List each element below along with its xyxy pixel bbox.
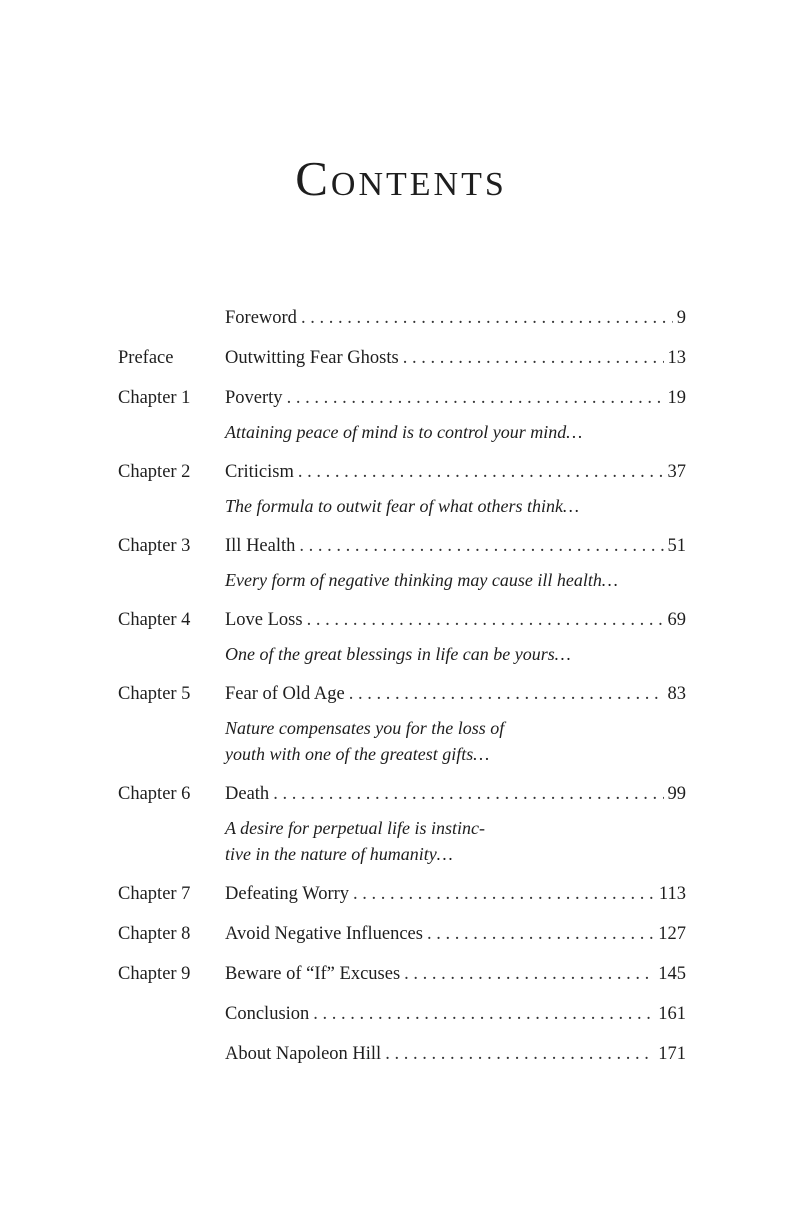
entry-title: Foreword [225, 308, 297, 328]
entry-title: Criticism [225, 462, 294, 482]
dot-leader [349, 681, 664, 707]
chapter-label: Chapter 7 [118, 884, 191, 904]
dot-leader [353, 881, 655, 907]
dot-leader [403, 345, 664, 371]
dot-leader [404, 961, 654, 987]
entry-title: Fear of Old Age [225, 684, 345, 704]
page-number: 161 [658, 1004, 686, 1024]
table-of-contents [118, 305, 686, 1067]
page-number: 13 [667, 348, 686, 368]
toc-entry-chapter-1[interactable] [118, 385, 686, 445]
page-number: 171 [658, 1044, 686, 1064]
entry-title: Conclusion [225, 1004, 310, 1024]
entry-title: Ill Health [225, 536, 296, 556]
chapter-label: Preface [118, 348, 174, 368]
toc-entry-chapter-4[interactable] [118, 607, 686, 667]
dot-leader [307, 607, 664, 633]
chapter-label: Chapter 6 [118, 784, 191, 804]
dot-leader [385, 1041, 654, 1067]
entry-title: Outwitting Fear Ghosts [225, 348, 399, 368]
page-number: 145 [658, 964, 686, 984]
dot-leader [301, 305, 673, 331]
toc-entry-chapter-3[interactable] [118, 533, 686, 593]
entry-title: Love Loss [225, 610, 303, 630]
toc-entry-chapter-5[interactable] [118, 681, 686, 767]
toc-entry-about-napoleon-hill[interactable] [118, 1041, 686, 1067]
entry-title: Defeating Worry [225, 884, 350, 904]
chapter-label: Chapter 4 [118, 610, 191, 630]
toc-entry-chapter-2[interactable] [118, 459, 686, 519]
entry-title: Poverty [225, 388, 283, 408]
chapter-description: A desire for perpetual life is instinc-tive in the nature of humanity… [225, 818, 485, 864]
toc-entry-conclusion[interactable] [118, 1001, 686, 1027]
page-number: 83 [667, 684, 686, 704]
page-number: 113 [658, 884, 686, 904]
chapter-description: Nature compensates you for the loss of youth with one of the greatest gifts… [225, 718, 505, 764]
chapter-description: The formula to outwit fear of what others think… [225, 496, 580, 516]
dot-leader [299, 533, 663, 559]
dot-leader [298, 459, 664, 485]
toc-entry-chapter-9[interactable] [118, 961, 686, 987]
page-number: 19 [667, 388, 686, 408]
toc-entry-foreword[interactable] [118, 305, 686, 331]
page-number: 51 [667, 536, 686, 556]
chapter-description: Attaining peace of mind is to control your mind… [225, 422, 583, 442]
page-number: 69 [667, 610, 686, 630]
chapter-label: Chapter 3 [118, 536, 191, 556]
dot-leader [287, 385, 664, 411]
entry-title: Beware of “If” Excuses [225, 964, 401, 984]
toc-entry-chapter-8[interactable] [118, 921, 686, 947]
page-title: Contents [295, 151, 507, 206]
toc-entry-chapter-6[interactable] [118, 781, 686, 867]
chapter-description: One of the great blessings in life can be yours… [225, 644, 571, 664]
page-number: 99 [667, 784, 686, 804]
chapter-label: Chapter 8 [118, 924, 191, 944]
entry-title: Avoid Negative Influences [225, 924, 423, 944]
chapter-label: Chapter 5 [118, 684, 191, 704]
dot-leader [427, 921, 654, 947]
page-number: 127 [658, 924, 686, 944]
page-number: 37 [667, 462, 686, 482]
dot-leader [273, 781, 663, 807]
dot-leader [313, 1001, 654, 1027]
toc-entry-chapter-7[interactable] [118, 881, 686, 907]
chapter-label: Chapter 9 [118, 964, 191, 984]
chapter-label: Chapter 1 [118, 388, 191, 408]
chapter-description: Every form of negative thinking may cause ill health… [225, 570, 618, 590]
entry-title: Death [225, 784, 270, 804]
page-number: 9 [676, 308, 686, 328]
toc-entry-preface[interactable] [118, 345, 686, 371]
chapter-label: Chapter 2 [118, 462, 191, 482]
entry-title: About Napoleon Hill [225, 1044, 382, 1064]
